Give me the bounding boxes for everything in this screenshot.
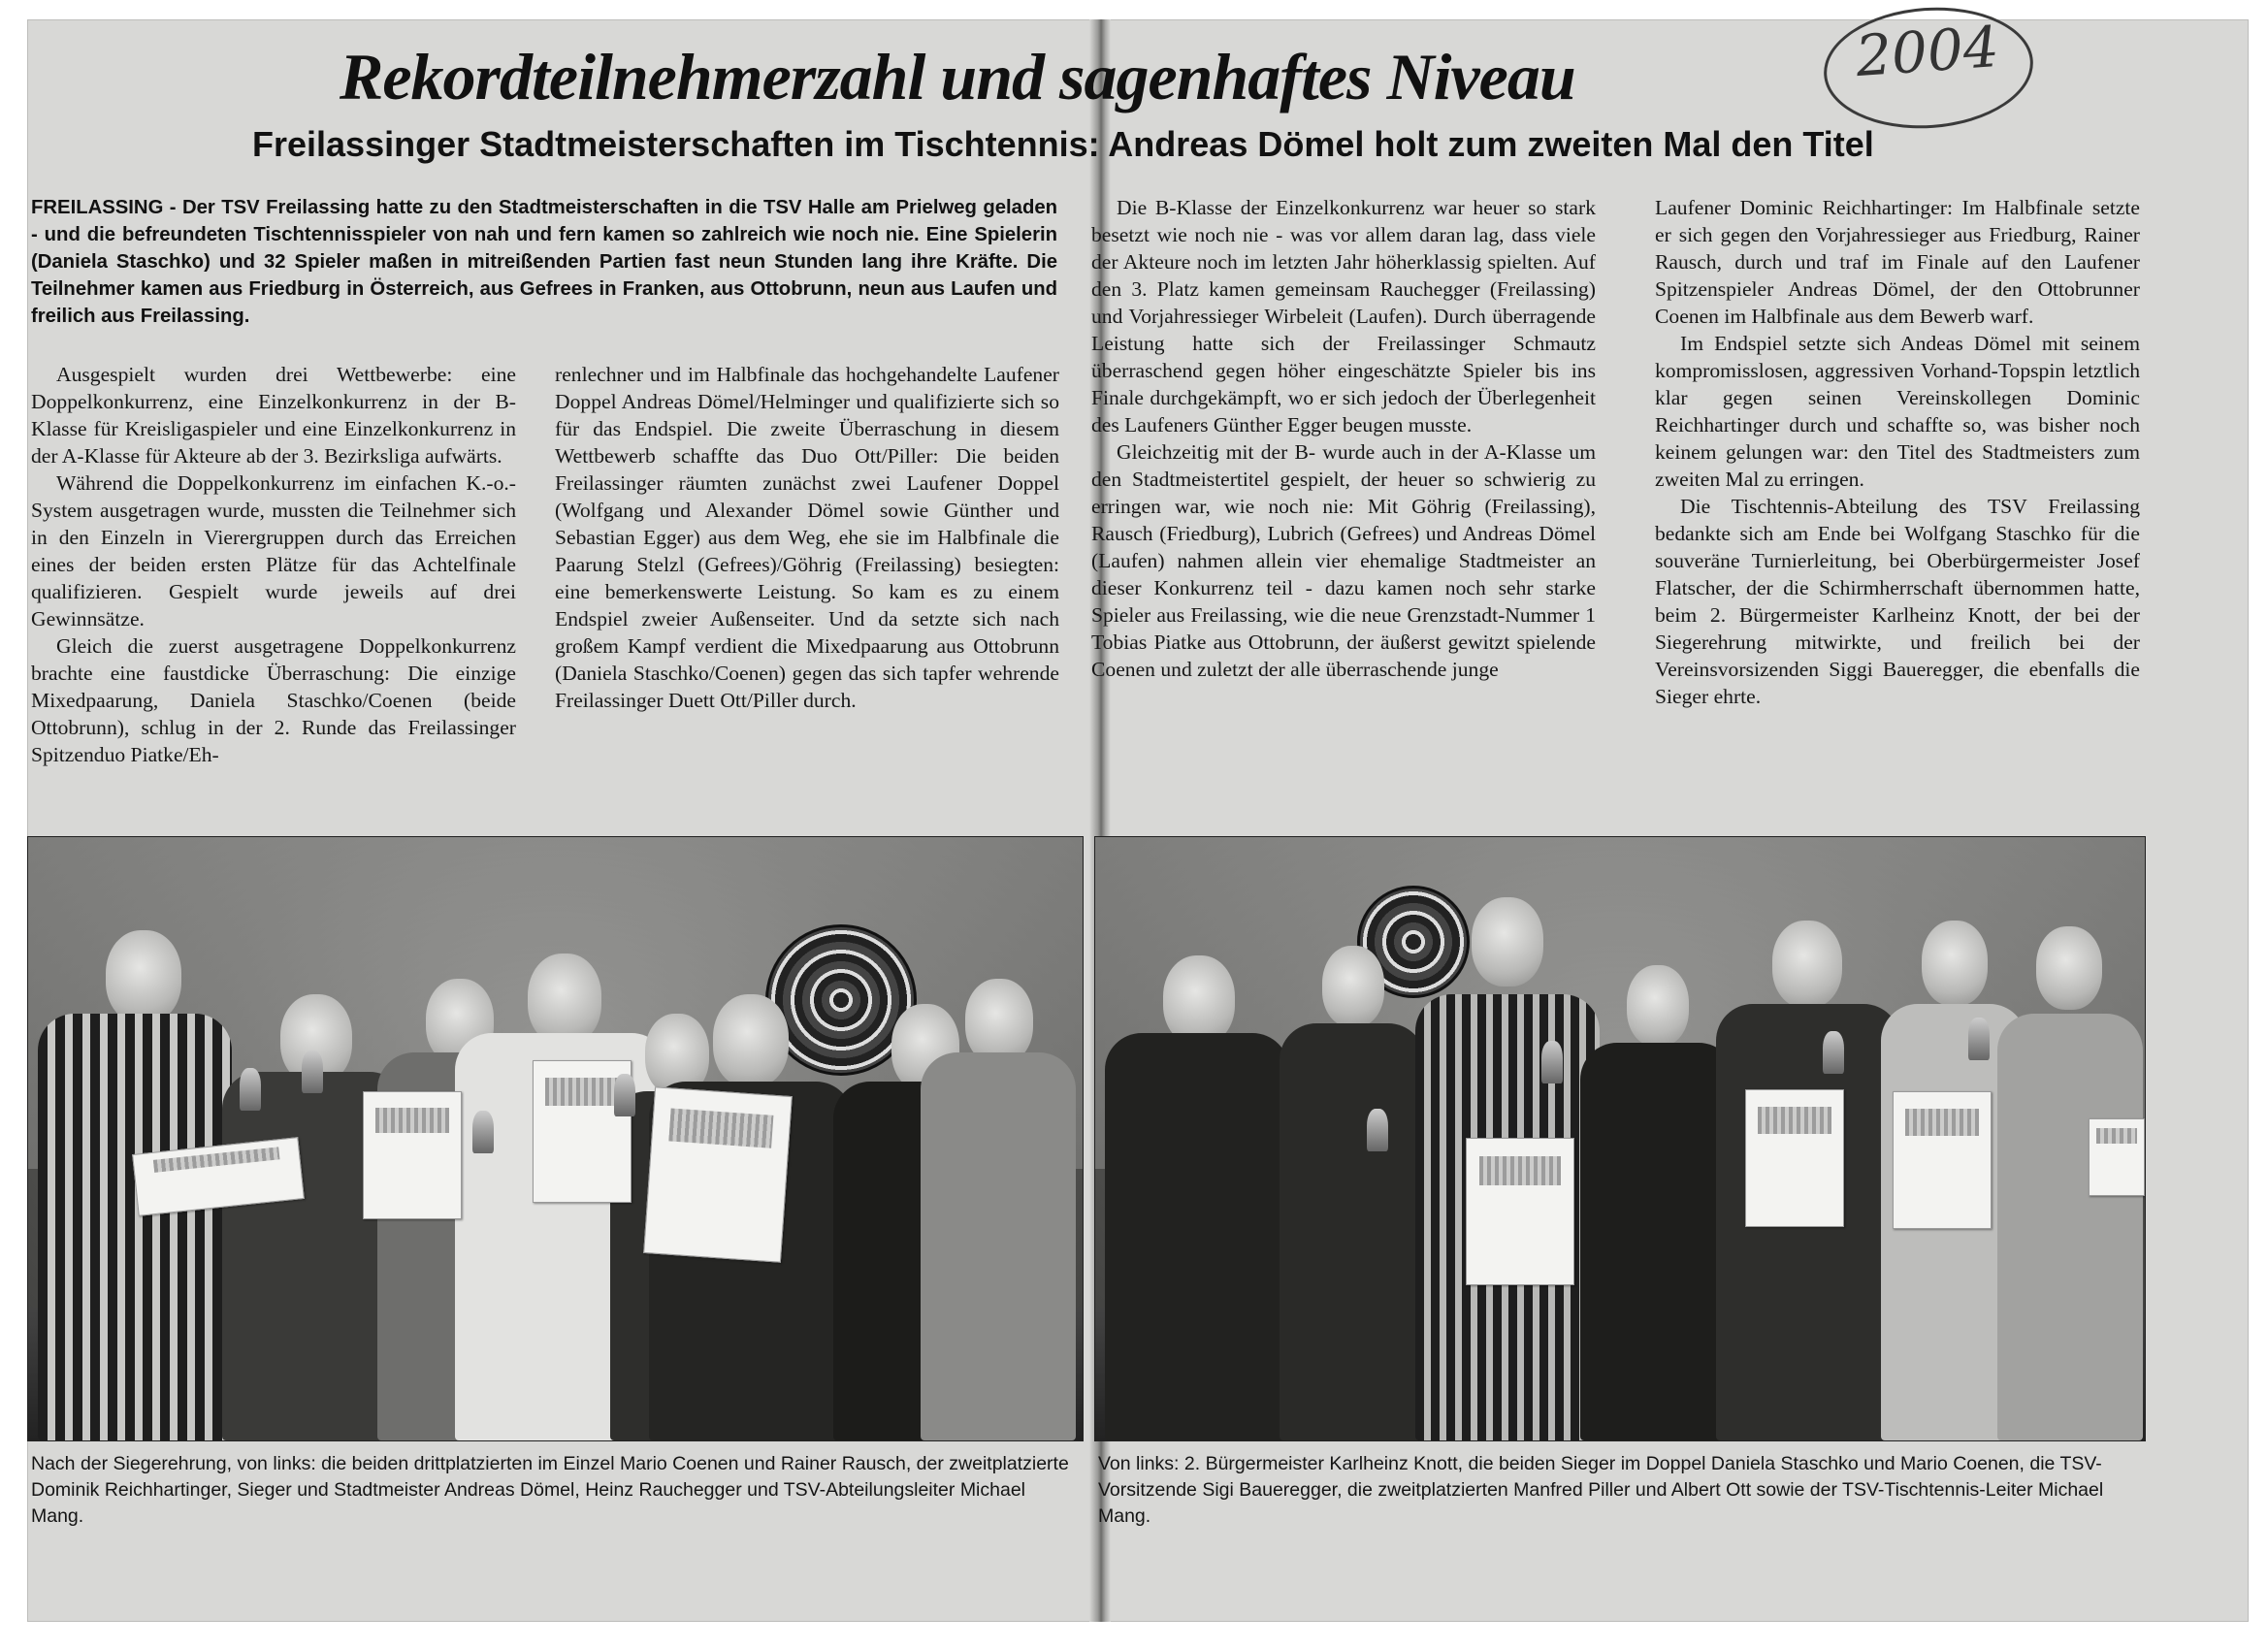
person-silhouette	[1280, 917, 1425, 1440]
trophy-icon	[614, 1074, 635, 1116]
certificate-icon	[363, 1091, 462, 1219]
photo-caption-left: Nach der Siegerehrung, von links: die beiden drittplatzierten im Einzel Mario Coenen und Rainer Rausch, der zweitplatzierte Dominik Reichhartinger, Sieger und Stadtmeister Andreas Dömel, Heinz Rauchegger und TSV-Abteilungsleiter Michael Mang.	[31, 1453, 1069, 1527]
lead-paragraph: FREILASSING - Der TSV Freilassing hatte zu den Stadtmeisterschaften in die TSV Halle am Prielweg geladen - und die befreundeten Tischtennisspieler von nah und fern kamen so zahlreich wie noch nie. Eine Spielerin (Daniela Staschko) und 32 Spieler maßen in mitreißenden Partien fast neun Stunden lang ihre Kräfte. Die Teilnehmer kamen aus Friedburg in Österreich, aus Gefrees in Franken, aus Ottobrunn, neun aus Laufen und freilich aus Freilassing.	[31, 197, 1057, 327]
paragraph: Die B-Klasse der Einzelkonkurrenz war heuer so stark besetzt wie noch nie - was vor allem daran lag, dass viele der Akteure noch im letzten Jahr höherklassig spielten. Auf den 3. Platz kamen gemeinsam Rauchegger (Freilassing) und Vorjahressieger Wirbeleit (Laufen). Durch überragende Leistung hatte sich der Freilassinger Schmautz überraschend gegen höher eingeschätzte Spieler bis ins Finale durchgekämpft, wo er sich jedoch der Überlegenheit des Laufeners Günther Egger beugen musste.	[1091, 196, 1596, 436]
article-column-3	[1091, 194, 1596, 795]
trophy-icon	[1367, 1109, 1388, 1151]
paragraph: Im Endspiel setzte sich Andeas Dömel mit seinem kompromisslosen, aggressiven Vorhand-Topspin letztlich klar gegen seinen Vereinskollegen Dominic Reichhartinger durch und schaffte so, was bisher noch keinem gelungen war: den Titel des Stadtmeisters zum zweiten Mal zu erringen.	[1655, 332, 2140, 491]
article-column-2	[555, 361, 1059, 788]
person-silhouette	[921, 955, 1076, 1440]
certificate-icon	[643, 1086, 793, 1262]
paragraph: Während die Doppelkonkurrenz im einfachen K.-o.-System ausgetragen wurde, mussten die Teilnehmer sich in den Einzeln in Vierergruppen durch das Erreichen eines der beiden ersten Plätze für das Achtelfinale qualifizieren. Gespielt wurde jeweils auf drei Gewinnsätze.	[31, 471, 516, 630]
article-column-4	[1655, 194, 2140, 795]
paragraph: Die Tischtennis-Abteilung des TSV Freilassing bedankte sich am Ende bei Wolfgang Staschko für die souveräne Turnierleitung, bei Oberbürgermeister Josef Flatscher, der die Schirmherrschaft übernommen hatte, beim 2. Bürgermeister Karlheinz Knott, der bei der Siegerehrung mitwirkte, und freilich bei der Vereinsvorsizenden Siggi Baueregger, die ebenfalls die Sieger ehrte.	[1655, 495, 2140, 708]
photo-right-award-ceremony	[1094, 836, 2146, 1441]
headline: Rekordteilnehmerzahl und sagenhaftes Niveau	[340, 40, 1575, 113]
person-silhouette	[1105, 926, 1289, 1440]
trophy-icon	[302, 1051, 323, 1093]
photo-left-award-ceremony	[27, 836, 1084, 1441]
paragraph: Laufener Dominic Reichhartinger: Im Halbfinale setzte er sich gegen den Vorjahressieger aus Friedburg, Rainer Rausch, durch und traf im Finale auf den Laufener Spitzenspieler Andreas Dömel, der den Ottobrunner Coenen im Halbfinale aus dem Bewerb warf.	[1655, 196, 2140, 328]
paragraph: Ausgespielt wurden drei Wettbewerbe: eine Doppelkonkurrenz, eine Einzelkonkurrenz in der B-Klasse für Kreisligaspieler und eine Einzelkonkurrenz in der A-Klasse für Akteure ab der 3. Bezirksliga aufwärts.	[31, 363, 516, 468]
subheadline: Freilassinger Stadtmeisterschaften im Tischtennis: Andreas Dömel holt zum zweiten Mal den Titel	[252, 124, 1874, 164]
trophy-icon	[1968, 1018, 1990, 1060]
certificate-icon	[1893, 1091, 1992, 1229]
paragraph: renlechner und im Halbfinale das hochgehandelte Laufener Doppel Andreas Dömel/Helminger und qualifizierte sich so für das Endspiel. Die zweite Überraschung in diesem Wettbewerb schaffte das Duo Ott/Piller: Die beiden Freilassinger räumten zunächst zwei Laufener Doppel (Wolfgang und Alexander Dömel sowie Günther und Sebastian Egger) aus dem Weg, ehe sie im Halbfinale die Paarung Stelzl (Gefrees)/Göhrig (Freilassing) besiegten: eine bemerkenswerte Leistung. So kam es zu einem Endspiel zweier Außenseiter. Und da setzte sich nach großem Kampf verdient die Mixedpaarung aus Ottobrunn (Daniela Staschko/Coenen) gegen das sich tapfer wehrende Freilassinger Duett Ott/Piller durch.	[555, 363, 1059, 712]
certificate-icon	[1466, 1138, 1574, 1285]
photo-caption-right: Von links: 2. Bürgermeister Karlheinz Knott, die beiden Sieger im Doppel Daniela Staschko und Mario Coenen, die TSV-Vorsitzende Sigi Baueregger, die zweitplatzierten Manfred Piller und Albert Ott sowie der TSV-Tischtennis-Leiter Michael Mang.	[1098, 1453, 2104, 1527]
trophy-icon	[1541, 1041, 1563, 1083]
trophy-icon	[1823, 1031, 1844, 1074]
stamp-text: 2004	[1853, 13, 2001, 90]
paragraph: Gleich die zuerst ausgetragene Doppelkonkurrenz brachte eine faustdicke Überraschung: Die einzige Mixedpaarung, Daniela Staschko/Coenen (beide Ottobrunn), schlug in der 2. Runde das Freilassinger Spitzenduo Piatke/Eh-	[31, 634, 516, 766]
paragraph: Gleichzeitig mit der B- wurde auch in der A-Klasse um den Stadtmeistertitel gespielt, der heuer so schwierig zu erringen war, wie noch nie: Mit Göhrig (Freilassing), Rausch (Friedburg), Lubrich (Gefrees) und Andreas Dömel (Laufen) nahmen allein vier ehemalige Stadtmeister an dieser Konkurrenz teil - dazu kamen noch sehr starke Spieler aus Freilassing, wie die neue Grenzstadt-Nummer 1 Tobias Piatke aus Ottobrunn, der äußerst gewitzt spielende Coenen und zuletzt der alle überraschende junge	[1091, 440, 1596, 681]
certificate-icon	[1745, 1089, 1844, 1227]
trophy-icon	[240, 1068, 261, 1111]
article-column-1	[31, 361, 516, 788]
certificate-icon	[2089, 1118, 2145, 1196]
trophy-icon	[472, 1111, 494, 1153]
person-silhouette	[1580, 936, 1735, 1440]
